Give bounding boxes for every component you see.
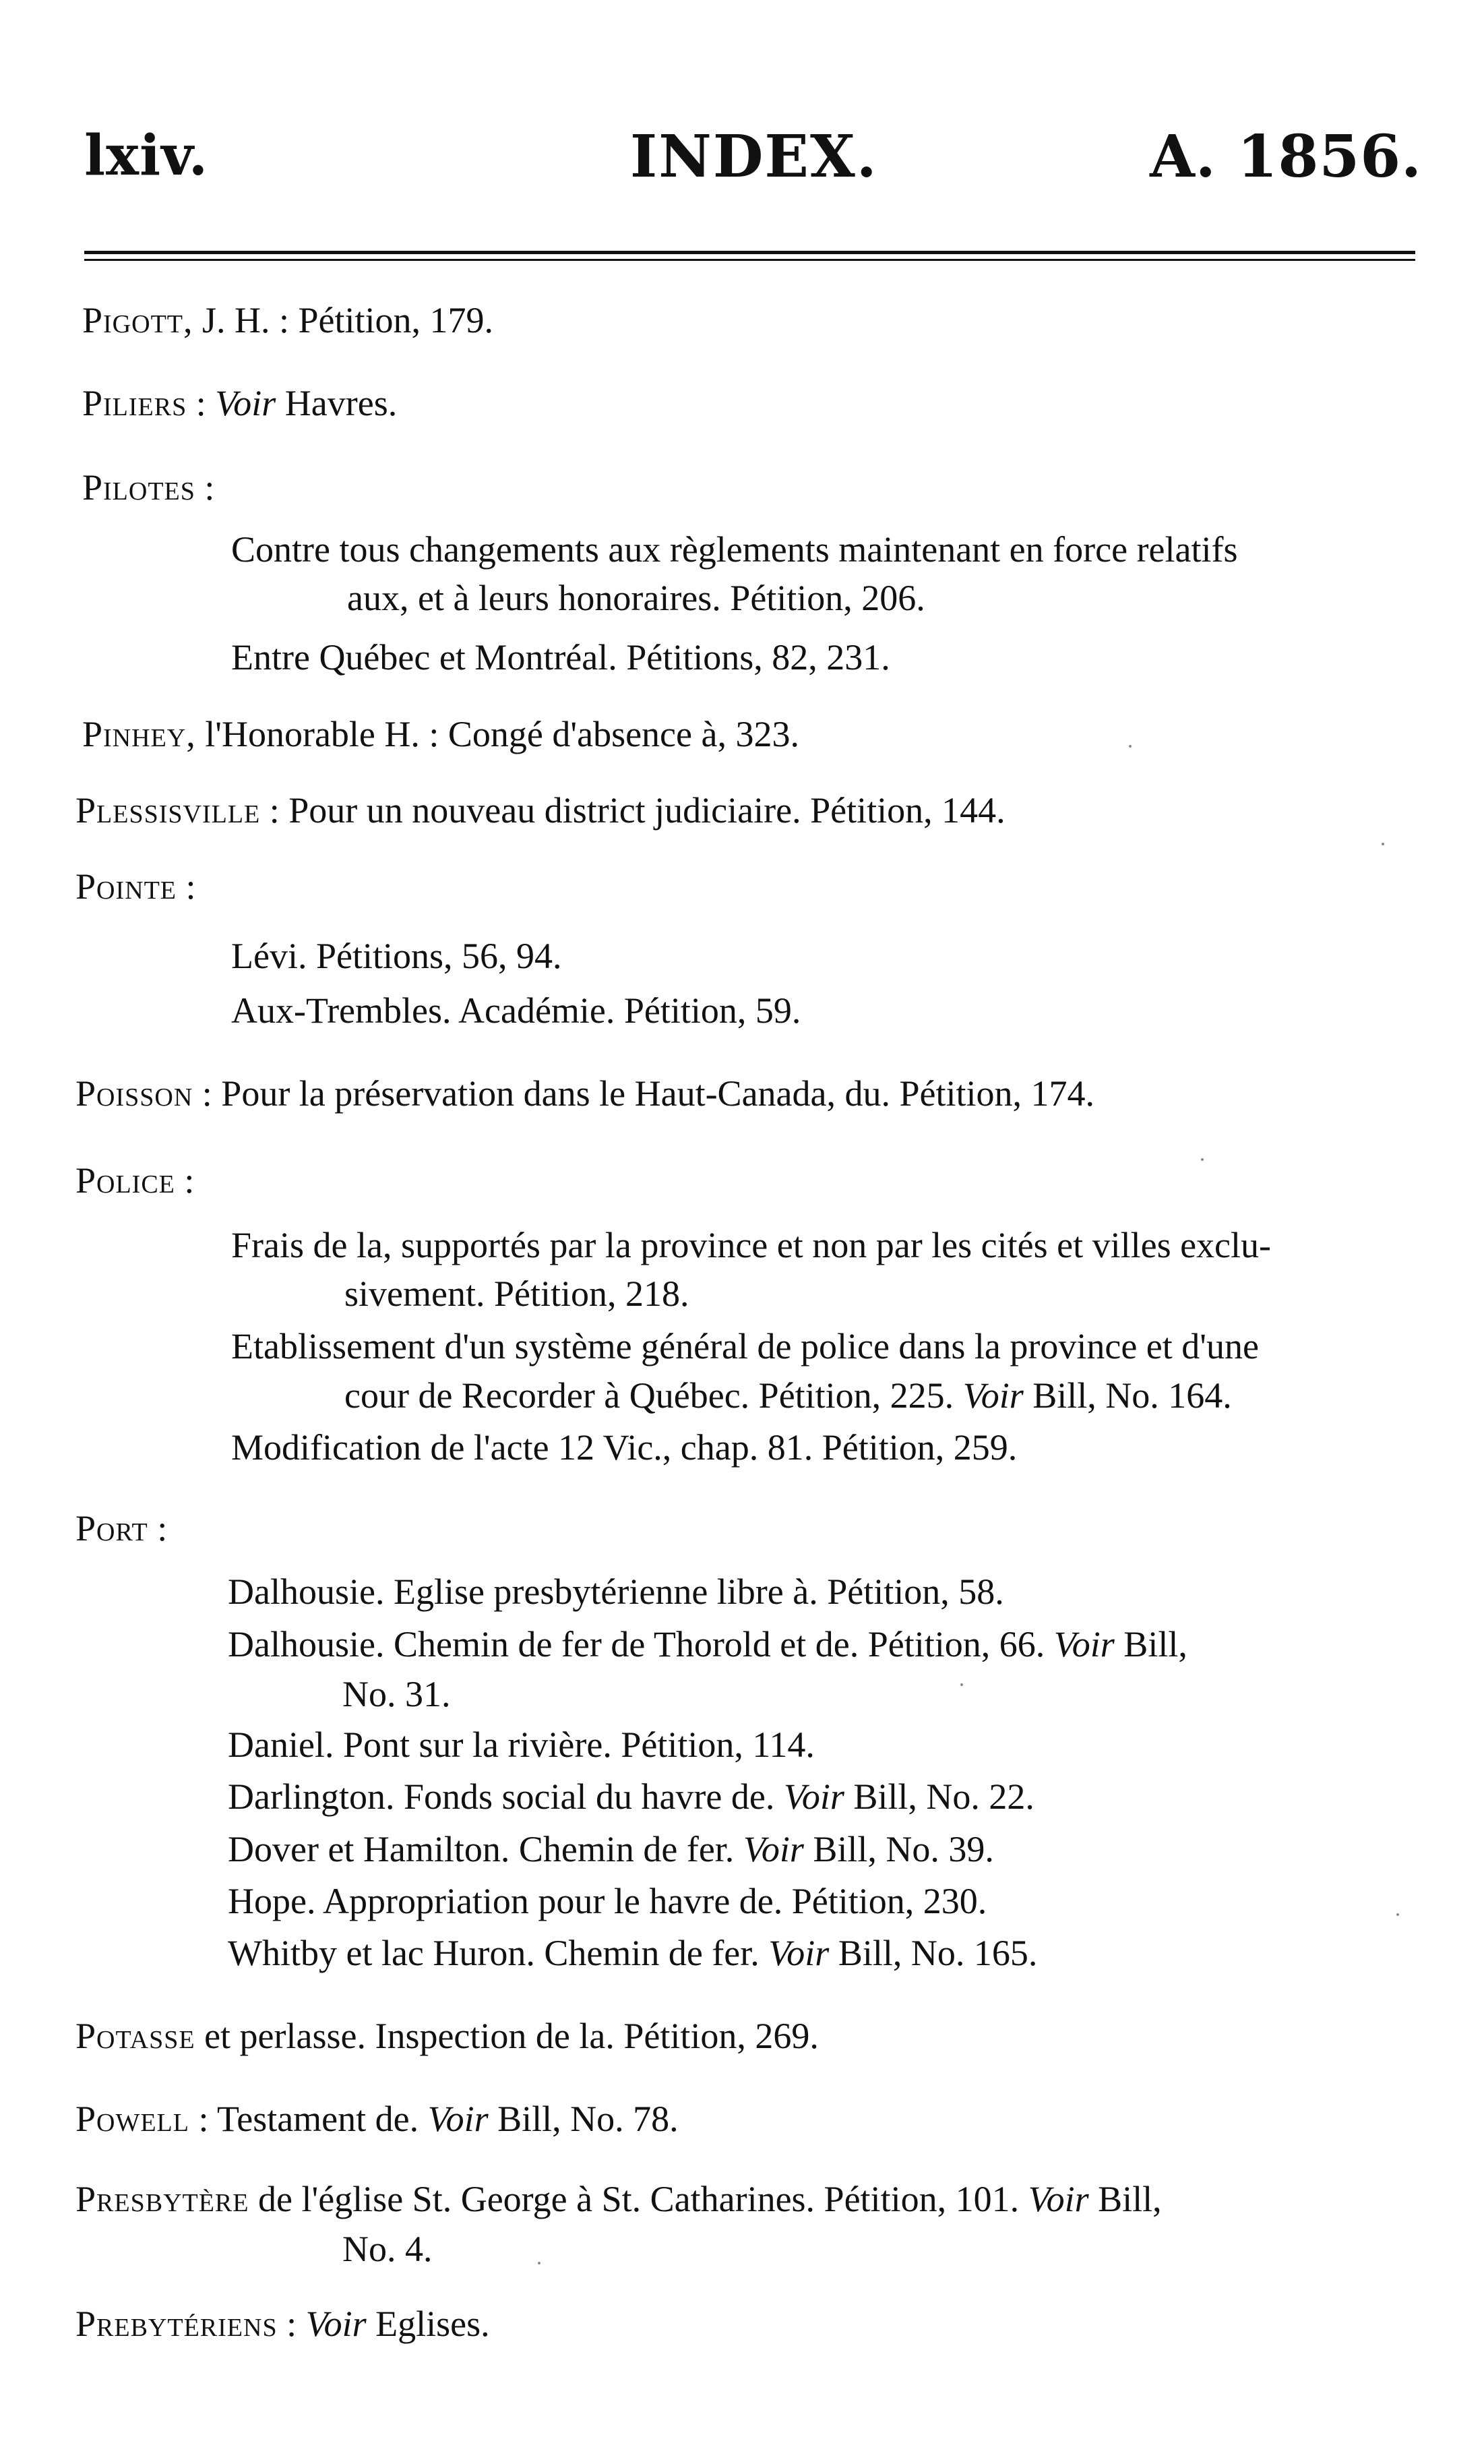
entry-text: J. H. : Pétition, 179.	[193, 300, 494, 340]
entry-text: :	[175, 1160, 195, 1201]
subentry-police-1-line-2	[344, 1270, 689, 1317]
scan-speck	[538, 2262, 540, 2264]
scan-speck	[1129, 745, 1132, 748]
entry-presbytere	[75, 2175, 1162, 2223]
scan-speck	[960, 1683, 963, 1686]
subentry-text: Modification de l'acte 12 Vic., chap. 81. Pétition, 259.	[231, 1427, 1018, 1468]
subentry-port-6	[228, 1877, 987, 1925]
scan-speck	[1396, 1913, 1399, 1916]
entry-text: :	[177, 866, 196, 907]
headword: Powell	[75, 2099, 189, 2139]
page-title: INDEX.	[630, 123, 878, 191]
headword: Presbytère	[75, 2179, 249, 2219]
subentry-text: Hope. Appropriation pour le havre de. Pétition, 230.	[228, 1881, 987, 1921]
entry-presbyteriens	[75, 2300, 490, 2347]
entry-text: :	[187, 383, 216, 423]
subentry-port-5	[228, 1826, 994, 1873]
subentry-text: Etablissement d'un système général de police dans la province et d'une	[231, 1326, 1259, 1366]
voir-ref: Voir	[783, 1776, 844, 1817]
voir-ref: Voir	[305, 2304, 367, 2344]
subentry-pointe-1	[231, 932, 561, 980]
entry-text: l'Honorable H. : Congé d'absence à, 323.	[195, 714, 799, 754]
header-rule-thick	[84, 251, 1415, 254]
entry-text: :	[195, 467, 215, 508]
entry-pointe	[75, 863, 196, 910]
entry-police	[75, 1157, 194, 1204]
subentry-police-2-line-1	[231, 1323, 1259, 1370]
subentry-port-3	[228, 1721, 815, 1768]
entry-text: et perlasse. Inspection de la. Pétition, 269.	[195, 2016, 819, 2056]
scan-speck	[1382, 843, 1384, 845]
entry-text: de l'église St. George à St. Catharines. Pétition, 101.	[249, 2179, 1028, 2219]
subentry-text: Dalhousie. Chemin de fer de Thorold et de. Pétition, 66.	[228, 1624, 1054, 1664]
headword: Piliers	[82, 383, 187, 423]
subentry-pilotes-2	[231, 634, 890, 681]
entry-text: : Testament de.	[189, 2099, 428, 2139]
entry-text: No. 4.	[342, 2229, 433, 2269]
subentry-text: Bill,	[1114, 1624, 1187, 1664]
entry-port	[75, 1505, 167, 1552]
subentry-text: Darlington. Fonds social du havre de.	[228, 1776, 784, 1817]
entry-text: :	[148, 1508, 168, 1549]
entry-text: : Pour un nouveau district judiciaire. Pétition, 144.	[260, 790, 1006, 831]
entry-text: Bill, No. 78.	[488, 2099, 679, 2139]
subentry-text: Bill, No. 165.	[829, 1933, 1038, 1973]
entry-plessisville	[75, 787, 1006, 834]
headword: Potasse	[75, 2016, 195, 2056]
subentry-text: Dover et Hamilton. Chemin de fer.	[228, 1829, 743, 1869]
subentry-text: Bill, No. 39.	[803, 1829, 994, 1869]
entry-text: Eglises.	[366, 2304, 490, 2344]
headword: Pinhey,	[82, 714, 196, 754]
entry-text: Havres.	[276, 383, 398, 423]
entry-presbytere-line-2	[342, 2225, 433, 2273]
entry-text: :	[277, 2304, 306, 2344]
header-rule-thin	[84, 259, 1415, 261]
subentry-pilotes-1-line-1	[231, 526, 1237, 573]
subentry-pilotes-1-line-2	[347, 574, 925, 622]
headword: Police	[75, 1160, 175, 1201]
entry-piliers	[82, 380, 397, 427]
headword: Plessisville	[75, 790, 261, 831]
voir-ref: Voir	[962, 1375, 1024, 1416]
headword: Port	[75, 1508, 148, 1549]
scan-speck	[1201, 1158, 1204, 1161]
headword: Pointe	[75, 866, 177, 907]
subentry-text: Lévi. Pétitions, 56, 94.	[231, 936, 562, 976]
subentry-police-3	[231, 1424, 1017, 1471]
subentry-text: Bill, No. 22.	[844, 1776, 1034, 1817]
headword: Poisson	[75, 1073, 193, 1114]
headword: Prebytériens	[75, 2304, 278, 2344]
page-year: A. 1856.	[1150, 123, 1422, 191]
subentry-text: Entre Québec et Montréal. Pétitions, 82, 231.	[231, 637, 890, 678]
entry-pigott	[82, 297, 493, 344]
subentry-text: aux, et à leurs honoraires. Pétition, 206.	[347, 578, 925, 618]
voir-ref: Voir	[1053, 1624, 1115, 1664]
page-header	[84, 123, 1422, 209]
subentry-text: Whitby et lac Huron. Chemin de fer.	[228, 1933, 769, 1973]
page-number: lxiv.	[84, 123, 209, 188]
subentry-pointe-2	[231, 987, 801, 1034]
subentry-port-2-line-1	[228, 1621, 1187, 1668]
subentry-text: Frais de la, supportés par la province et non par les cités et villes exclu-	[231, 1225, 1272, 1265]
subentry-port-1	[228, 1568, 1004, 1615]
subentry-text: cour de Recorder à Québec. Pétition, 225.	[344, 1375, 963, 1416]
subentry-police-2-line-2	[344, 1372, 1232, 1419]
subentry-text: Dalhousie. Eglise presbytérienne libre à. Pétition, 58.	[228, 1571, 1004, 1612]
entry-text: Bill,	[1088, 2179, 1162, 2219]
subentry-text: sivement. Pétition, 218.	[344, 1273, 689, 1314]
subentry-text: Contre tous changements aux règlements maintenant en force relatifs	[231, 529, 1238, 570]
subentry-text: Daniel. Pont sur la rivière. Pétition, 114.	[228, 1724, 815, 1765]
voir-ref: Voir	[427, 2099, 489, 2139]
subentry-port-4	[228, 1773, 1034, 1820]
voir-ref: Voir	[768, 1933, 830, 1973]
voir-ref: Voir	[1028, 2179, 1089, 2219]
headword: Pigott,	[82, 300, 193, 340]
headword: Pilotes	[82, 467, 195, 508]
entry-potasse	[75, 2012, 819, 2060]
subentry-text: No. 31.	[342, 1674, 451, 1714]
subentry-port-7	[228, 1929, 1037, 1977]
subentry-police-1-line-1	[231, 1222, 1271, 1269]
voir-ref: Voir	[743, 1829, 804, 1869]
voir-ref: Voir	[215, 383, 276, 423]
entry-text: : Pour la préservation dans le Haut-Canada, du. Pétition, 174.	[193, 1073, 1094, 1114]
entry-poisson	[75, 1070, 1094, 1117]
subentry-text: Aux-Trembles. Académie. Pétition, 59.	[231, 990, 801, 1031]
entry-powell	[75, 2095, 679, 2142]
subentry-port-2-line-2	[342, 1671, 451, 1718]
entry-pinhey	[82, 711, 799, 758]
subentry-text: Bill, No. 164.	[1023, 1375, 1232, 1416]
entry-pilotes	[82, 464, 214, 511]
